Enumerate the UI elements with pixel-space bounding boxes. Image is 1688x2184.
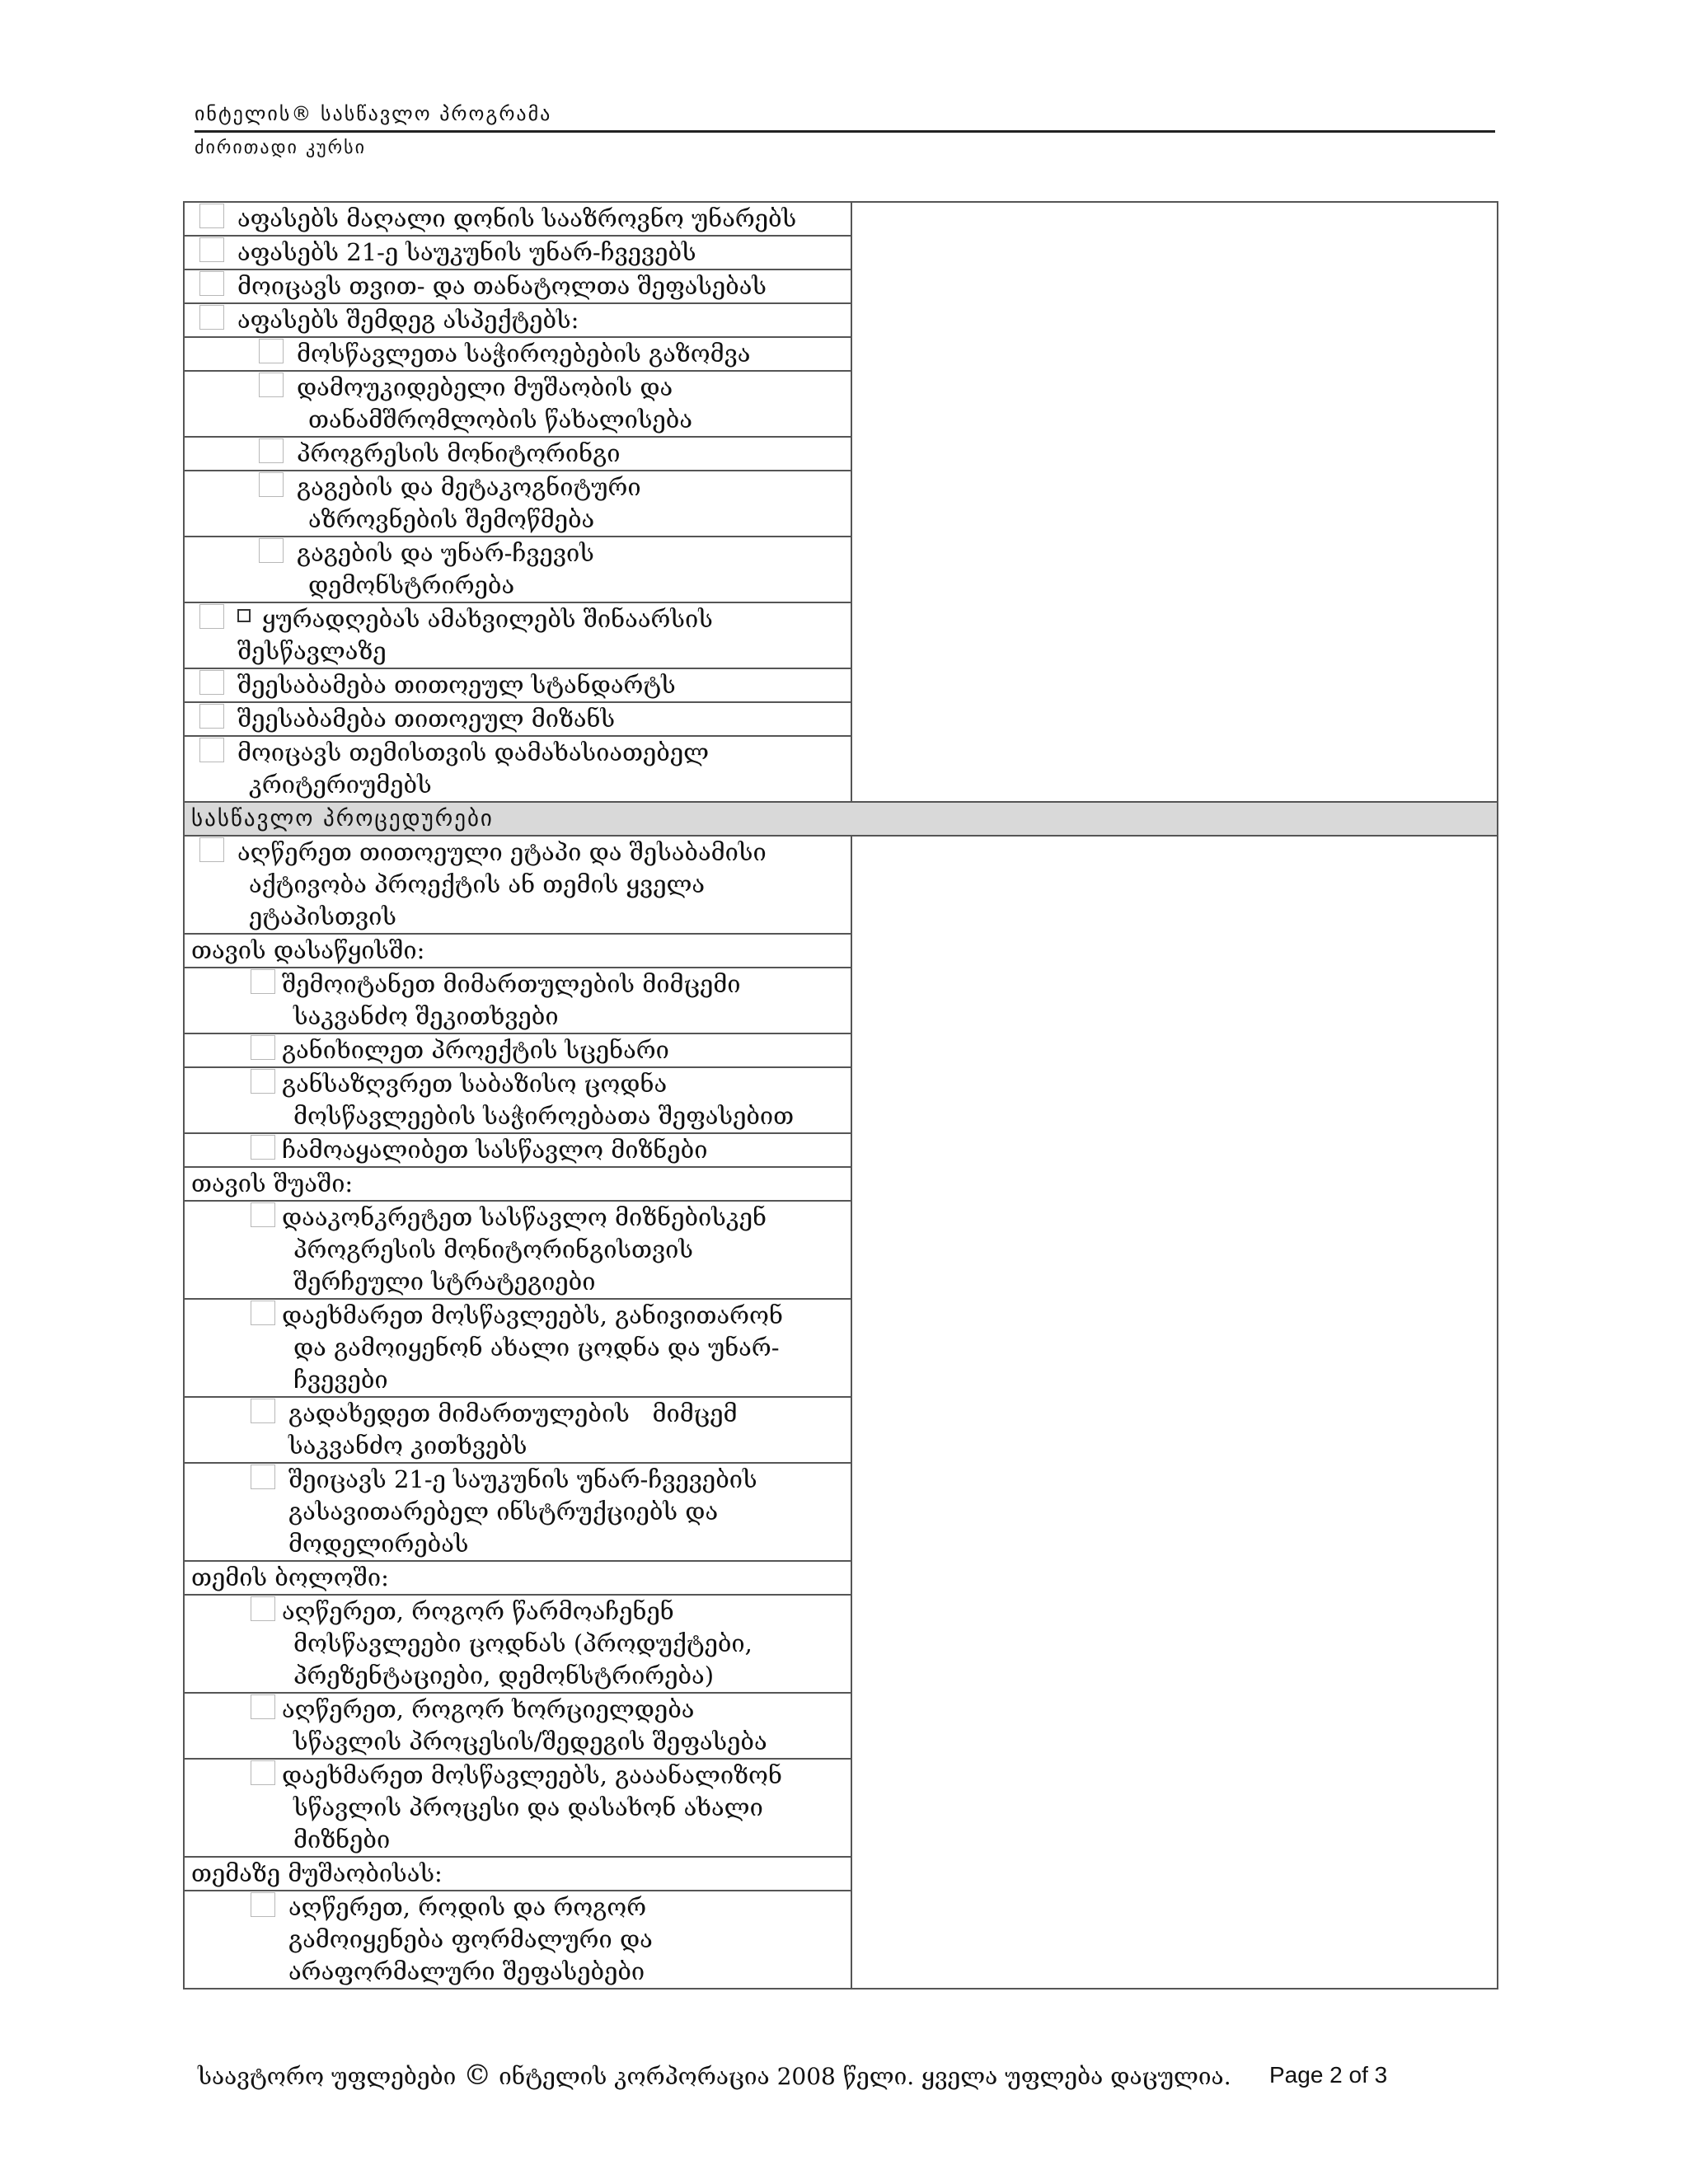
page-number: Page 2 of 3 <box>1269 2062 1388 2088</box>
step-label-cont: საკვანძო კითხვებს <box>288 1432 528 1460</box>
checkbox[interactable] <box>251 969 275 994</box>
step-label-cont: შერჩეული სტრატეგიები <box>293 1268 596 1296</box>
page-footer <box>198 2059 1484 2092</box>
aspect-label: მოსწავლეთა საჭიროებების გაზომვა <box>297 340 751 368</box>
step-label: განსაზღვრეთ საბაზისო ცოდნა <box>282 1070 668 1098</box>
criterion-label-cont: შესწავლაზე <box>237 637 387 665</box>
aspect-label: პროგრესის მონიტორინგი <box>297 439 621 467</box>
criterion-label: შეესაბამება თითოეულ სტანდარტს <box>237 671 676 699</box>
checkbox[interactable] <box>259 538 284 563</box>
checkbox[interactable] <box>251 1202 275 1227</box>
checkbox[interactable] <box>199 237 224 262</box>
procedure-label-cont: ეტაპისთვის <box>249 902 396 930</box>
step-label: დაეხმარეთ მოსწავლეებს, გააანალიზონ <box>282 1761 782 1789</box>
step-label: აღწერეთ, როდის და როგორ <box>288 1893 647 1921</box>
notes-cell-assessment[interactable] <box>851 202 1498 802</box>
step-label-cont: არაფორმალური შეფასებები <box>288 1957 645 1985</box>
checkbox[interactable] <box>259 339 284 363</box>
step-label: დაეხმარეთ მოსწავლეებს, განივითარონ <box>282 1301 783 1329</box>
section-title: სასწავლო პროცედურები <box>184 802 1498 836</box>
checkbox[interactable] <box>259 472 284 497</box>
checkbox[interactable] <box>199 704 224 729</box>
checkbox[interactable] <box>251 1035 275 1060</box>
step-label: განიხილეთ პროექტის სცენარი <box>282 1036 669 1064</box>
step-label: აღწერეთ, როგორ წარმოაჩენენ <box>282 1597 674 1625</box>
assessment-table <box>183 201 1498 1990</box>
step-label-cont: მოსწავლეები ცოდნას (პროდუქტები, <box>293 1629 753 1657</box>
criterion-label-cont: კრიტერიუმებს <box>249 771 432 799</box>
phase-label: თავის დასაწყისში: <box>184 934 851 968</box>
checkbox[interactable] <box>251 1892 275 1917</box>
checkbox[interactable] <box>259 438 284 463</box>
aspect-label-cont: თანამშრომლობის წახალისება <box>308 405 693 434</box>
criterion-label: ყურადღებას ამახვილებს შინაარსის <box>262 605 713 633</box>
footer-copyright-text: ინტელის კორპორაცია 2008 წელი. ყველა უფლება დაცულია. <box>499 2063 1231 2090</box>
checkbox[interactable] <box>259 373 284 397</box>
step-label: შემოიტანეთ მიმართულების მიმცემი <box>282 970 741 998</box>
aspect-label: გაგების და მეტაკოგნიტური <box>297 473 641 501</box>
section-header-row <box>184 802 1498 836</box>
aspect-label: დამოუკიდებელი მუშაობის და <box>297 373 673 401</box>
checkbox[interactable] <box>199 271 224 296</box>
header-title: ინტელის® სასწავლო პროგრამა <box>195 97 1495 133</box>
phase-label: თემაზე მუშაობისას: <box>184 1857 851 1891</box>
step-label-cont: ჩვევები <box>293 1366 388 1394</box>
aspect-label: გაგების და უნარ-ჩვევის <box>297 539 594 567</box>
phase-label: თავის შუაში: <box>184 1167 851 1201</box>
step-label: აღწერეთ, როგორ ხორციელდება <box>282 1695 695 1723</box>
step-label-cont: და გამოიყენონ ახალი ცოდნა და უნარ- <box>293 1333 780 1361</box>
criterion-label: აფასებს შემდეგ ასპექტებს: <box>237 306 579 334</box>
step-label: გადახედეთ მიმართულების მიმცემ <box>288 1399 738 1427</box>
procedure-label: აღწერეთ თითოეული ეტაპი და შესაბამისი <box>237 838 767 866</box>
step-label: დააკონკრეტეთ სასწავლო მიზნებისკენ <box>282 1203 767 1231</box>
step-label: ჩამოაყალიბეთ სასწავლო მიზნები <box>282 1136 708 1164</box>
checkbox[interactable] <box>199 837 224 862</box>
header-subtitle: ძირითადი კურსი <box>195 138 367 158</box>
criterion-label: აფასებს 21-ე საუკუნის უნარ-ჩვევებს <box>237 238 696 266</box>
page-header <box>195 97 1495 162</box>
copyright-symbol: © <box>463 2059 492 2092</box>
checkbox[interactable] <box>251 1760 275 1785</box>
footer-copyright-prefix: საავტორო უფლებები <box>198 2063 457 2090</box>
criterion-label: მოიცავს თემისთვის დამახასიათებელ <box>237 738 710 766</box>
step-label-cont: მიზნები <box>293 1825 391 1854</box>
step-label-cont: გამოიყენება ფორმალური და <box>288 1925 653 1953</box>
aspect-label-cont: აზროვნების შემოწმება <box>308 505 595 533</box>
step-label-cont: საკვანძო შეკითხვები <box>293 1002 559 1030</box>
checkbox[interactable] <box>199 604 224 629</box>
table-row <box>184 202 1498 236</box>
checkbox[interactable] <box>199 305 224 330</box>
checkbox[interactable] <box>199 204 224 228</box>
step-label-cont: პრეზენტაციები, დემონსტრირება) <box>293 1661 715 1690</box>
aspect-label-cont: დემონსტრირება <box>308 571 515 599</box>
step-label-cont: გასავითარებელ ინსტრუქციებს და <box>288 1497 719 1526</box>
step-label: შეიცავს 21-ე საუკუნის უნარ-ჩვევების <box>288 1465 757 1493</box>
criterion-label: აფასებს მაღალი დონის სააზროვნო უნარებს <box>237 204 797 232</box>
step-label-cont: მოდელირებას <box>288 1530 469 1558</box>
step-label-cont: სწავლის პროცესი და დასახონ ახალი <box>293 1793 763 1821</box>
checkbox[interactable] <box>251 1596 275 1621</box>
table-row <box>184 836 1498 934</box>
notes-cell-procedures[interactable] <box>851 836 1498 1989</box>
checkbox[interactable] <box>251 1465 275 1489</box>
checkbox[interactable] <box>251 1694 275 1719</box>
phase-label: თემის ბოლოში: <box>184 1561 851 1595</box>
checkbox[interactable] <box>251 1069 275 1094</box>
step-label-cont: მოსწავლეების საჭიროებათა შეფასებით <box>293 1102 795 1130</box>
checkbox[interactable] <box>251 1135 275 1160</box>
step-label-cont: სწავლის პროცესის/შედეგის შეფასება <box>293 1727 767 1755</box>
criterion-label: მოიცავს თვით- და თანატოლთა შეფასებას <box>237 272 767 300</box>
checkbox[interactable] <box>251 1301 275 1325</box>
checkbox[interactable] <box>251 1399 275 1423</box>
step-label-cont: პროგრესის მონიტორინგისთვის <box>293 1235 693 1263</box>
checkbox[interactable] <box>199 738 224 762</box>
bullet-square-icon <box>237 609 251 622</box>
checkbox[interactable] <box>199 670 224 695</box>
procedure-label-cont: აქტივობა პროექტის ან თემის ყველა <box>249 870 706 898</box>
criterion-label: შეესაბამება თითოეულ მიზანს <box>237 705 616 733</box>
